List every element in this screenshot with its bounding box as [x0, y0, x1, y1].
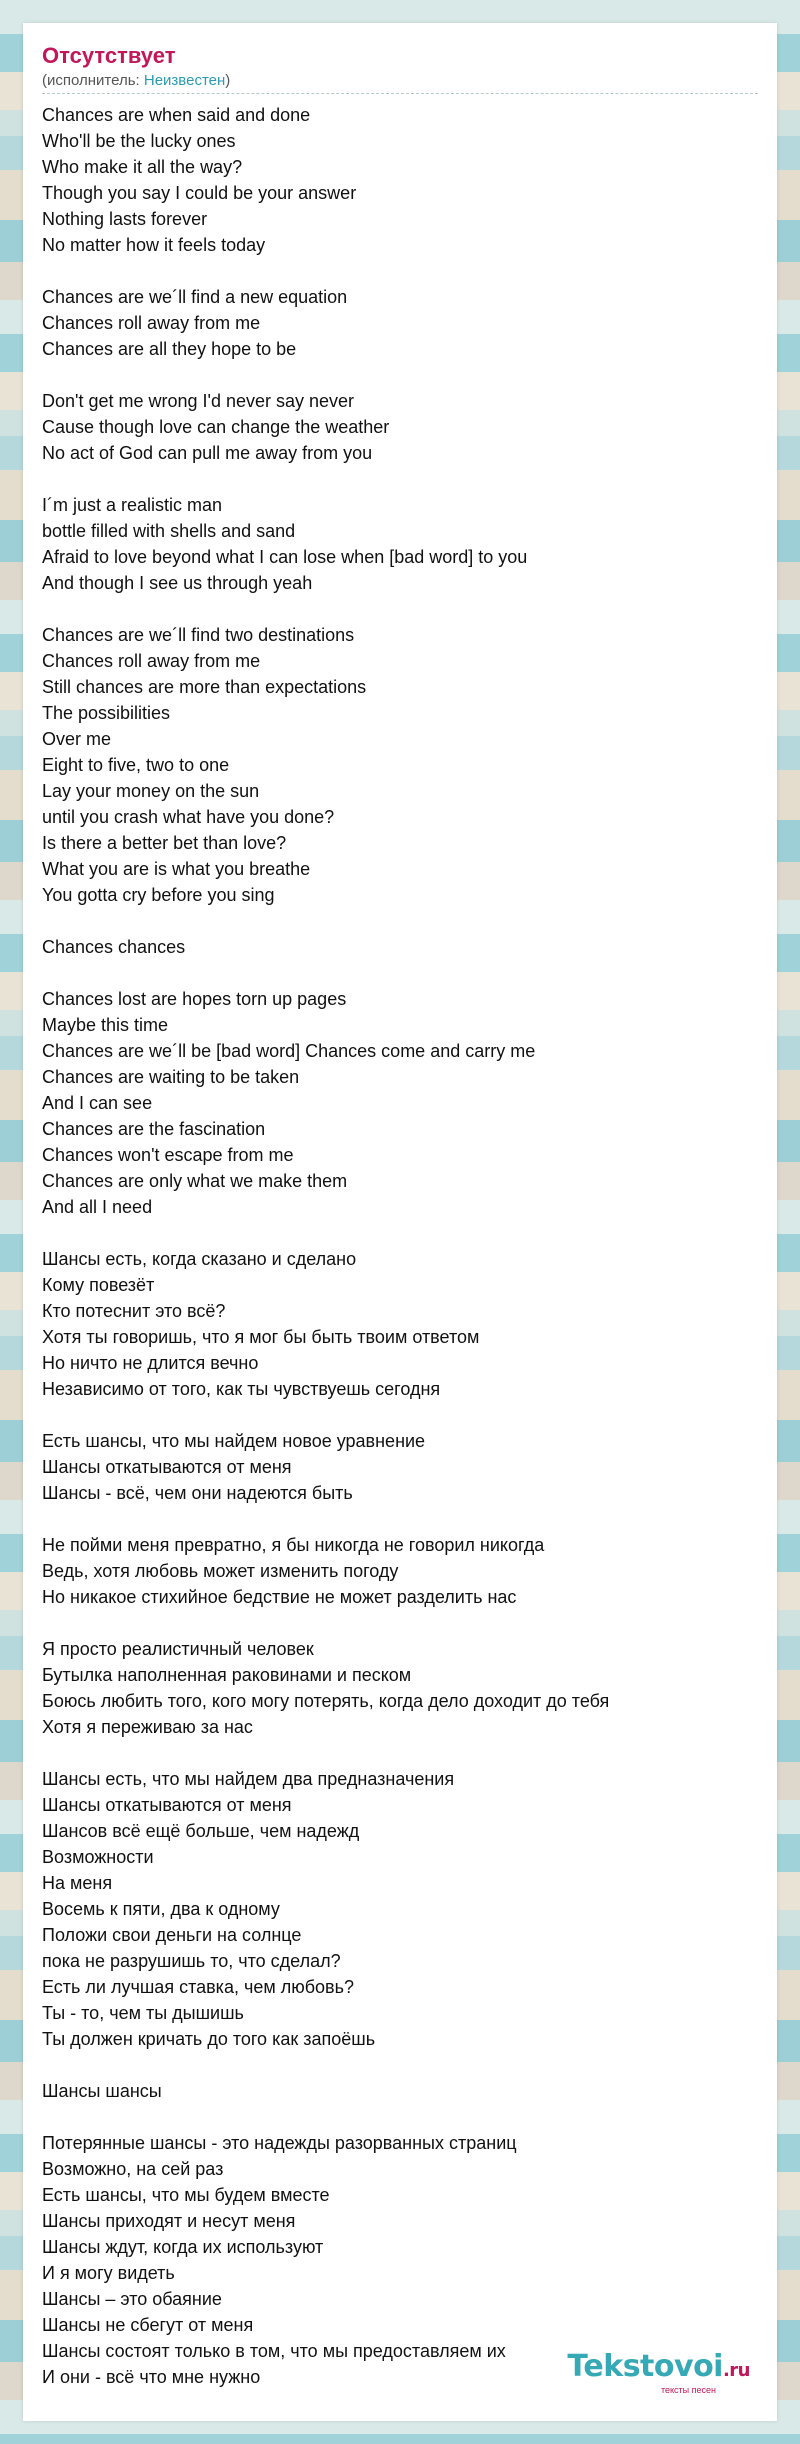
artist-link[interactable]: Неизвестен [143, 72, 226, 89]
lyric-line: Но никакое стихийное бедствие не может разделить нас [42, 1587, 517, 1607]
stanza-break [42, 362, 758, 388]
lyric-line: И они - всё что мне нужно [42, 2367, 261, 2387]
lyric-line: Chances roll away from me [42, 651, 261, 671]
lyric-line: No matter how it feels today [42, 235, 266, 255]
logo-tld: .ru [722, 2360, 750, 2381]
lyric-line: Независимо от того, как ты чувствуешь сегодня [42, 1379, 441, 1399]
stanza-break [42, 908, 758, 934]
lyric-line: Шансы есть, когда сказано и сделано [42, 1249, 357, 1269]
lyric-line: You gotta cry before you sing [42, 885, 275, 905]
lyric-line: Есть шансы, что мы будем вместе [42, 2185, 330, 2205]
song-title: Отсутствует [42, 43, 176, 68]
artist-line [42, 71, 758, 91]
logo-wordmark [567, 2351, 750, 2387]
lyric-line: Don't get me wrong I'd never say never [42, 391, 355, 411]
lyric-line: And though I see us through yeah [42, 573, 313, 593]
lyric-line: Восемь к пяти, два к одному [42, 1899, 280, 1919]
stanza-break [42, 1740, 758, 1766]
lyric-line: bottle filled with shells and sand [42, 521, 296, 541]
lyric-line: Бутылка наполненная раковинами и песком [42, 1665, 412, 1685]
lyric-line: Боюсь любить того, кого могу потерять, когда дело доходит до тебя [42, 1691, 610, 1711]
lyric-line: Over me [42, 729, 112, 749]
lyric-line: Шансы откатываются от меня [42, 1457, 292, 1477]
lyric-line: Chances lost are hopes torn up pages [42, 989, 347, 1009]
lyric-line: until you crash what have you done? [42, 807, 335, 827]
lyric-line: Я просто реалистичный человек [42, 1639, 314, 1659]
lyrics-card [23, 23, 777, 2421]
lyric-line: Cause though love can change the weather [42, 417, 390, 437]
lyric-line: Is there a better bet than love? [42, 833, 287, 853]
lyric-line: Потерянные шансы - это надежды разорванных страниц [42, 2133, 517, 2153]
lyric-line: Chances roll away from me [42, 313, 261, 333]
lyric-line: И я могу видеть [42, 2263, 175, 2283]
lyric-line: No act of God can pull me away from you [42, 443, 373, 463]
lyric-line: Шансы - всё, чем они надеются быть [42, 1483, 353, 1503]
lyric-line: Кто потеснит это всё? [42, 1301, 226, 1321]
lyric-line: Chances are the fascination [42, 1119, 266, 1139]
lyrics-text [42, 102, 758, 2390]
stanza-break [42, 1402, 758, 1428]
lyric-line: And all I need [42, 1197, 153, 1217]
lyric-line: Возможно, на сей раз [42, 2159, 224, 2179]
stanza-break [42, 2052, 758, 2078]
lyric-line: Есть шансы, что мы найдем новое уравнение [42, 1431, 426, 1451]
artist-suffix: ) [225, 72, 231, 89]
lyric-line: Chances are only what we make them [42, 1171, 348, 1191]
lyric-line: Шансы – это обаяние [42, 2289, 222, 2309]
lyric-line: Шансы шансы [42, 2081, 162, 2101]
lyric-line: Still chances are more than expectations [42, 677, 367, 697]
stanza-break [42, 1506, 758, 1532]
stanza-break [42, 258, 758, 284]
lyric-line: Шансы не сбегут от меня [42, 2315, 254, 2335]
lyric-line: Maybe this time [42, 1015, 169, 1035]
lyric-line: Шансы состоят только в том, что мы предоставляем их [42, 2341, 506, 2361]
artist-prefix: (исполнитель: [42, 72, 144, 89]
lyric-line: пока не разрушишь то, что сделал? [42, 1951, 341, 1971]
stanza-break [42, 1610, 758, 1636]
lyric-line: Хотя я переживаю за нас [42, 1717, 253, 1737]
lyric-line: Шансы есть, что мы найдем два предназначения [42, 1769, 455, 1789]
lyric-line: Chances are waiting to be taken [42, 1067, 300, 1087]
lyric-line: What you are is what you breathe [42, 859, 311, 879]
lyric-line: Afraid to love beyond what I can lose when [bad word] to you [42, 547, 528, 567]
lyric-line: Ты должен кричать до того как запоёшь [42, 2029, 376, 2049]
lyric-line: На меня [42, 1873, 113, 1893]
lyric-line: Шансов всё ещё больше, чем надежд [42, 1821, 360, 1841]
lyric-line: Who'll be the lucky ones [42, 131, 236, 151]
lyric-line: Ведь, хотя любовь может изменить погоду [42, 1561, 399, 1581]
lyric-line: Though you say I could be your answer [42, 183, 357, 203]
lyric-line: Eight to five, two to one [42, 755, 230, 775]
lyric-line: Chances won't escape from me [42, 1145, 294, 1165]
lyric-line: Lay your money on the sun [42, 781, 260, 801]
lyric-line: Chances are when said and done [42, 105, 311, 125]
lyric-line: Chances chances [42, 937, 186, 957]
lyric-line: Но ничто не длится вечно [42, 1353, 259, 1373]
site-logo[interactable] [567, 2351, 750, 2395]
lyric-line: Chances are we´ll be [bad word] Chances come and carry me [42, 1041, 536, 1061]
lyric-line: And I can see [42, 1093, 153, 1113]
lyric-line: Не пойми меня превратно, я бы никогда не говорил никогда [42, 1535, 545, 1555]
lyric-line: I´m just a realistic man [42, 495, 223, 515]
lyric-line: Возможности [42, 1847, 154, 1867]
lyric-line: Ты - то, чем ты дышишь [42, 2003, 244, 2023]
stanza-break [42, 466, 758, 492]
lyric-line: Chances are we´ll find two destinations [42, 625, 355, 645]
stanza-break [42, 2104, 758, 2130]
lyric-line: Chances are all they hope to be [42, 339, 297, 359]
lyric-line: Nothing lasts forever [42, 209, 208, 229]
stanza-break [42, 1220, 758, 1246]
stanza-break [42, 596, 758, 622]
lyric-line: Шансы приходят и несут меня [42, 2211, 296, 2231]
lyric-line: Who make it all the way? [42, 157, 243, 177]
logo-name: Tekstovoi [567, 2349, 723, 2384]
lyric-line: Хотя ты говоришь, что я мог бы быть твоим ответом [42, 1327, 480, 1347]
lyric-line: Шансы ждут, когда их используют [42, 2237, 324, 2257]
lyric-line: Положи свои деньги на солнце [42, 1925, 302, 1945]
lyric-line: Шансы откатываются от меня [42, 1795, 292, 1815]
lyric-line: Кому повезёт [42, 1275, 155, 1295]
lyric-line: Chances are we´ll find a new equation [42, 287, 348, 307]
stanza-break [42, 960, 758, 986]
lyric-line: The possibilities [42, 703, 171, 723]
logo-tagline: тексты песен [660, 2385, 716, 2395]
lyric-line: Есть ли лучшая ставка, чем любовь? [42, 1977, 355, 1997]
header-divider [42, 93, 758, 94]
